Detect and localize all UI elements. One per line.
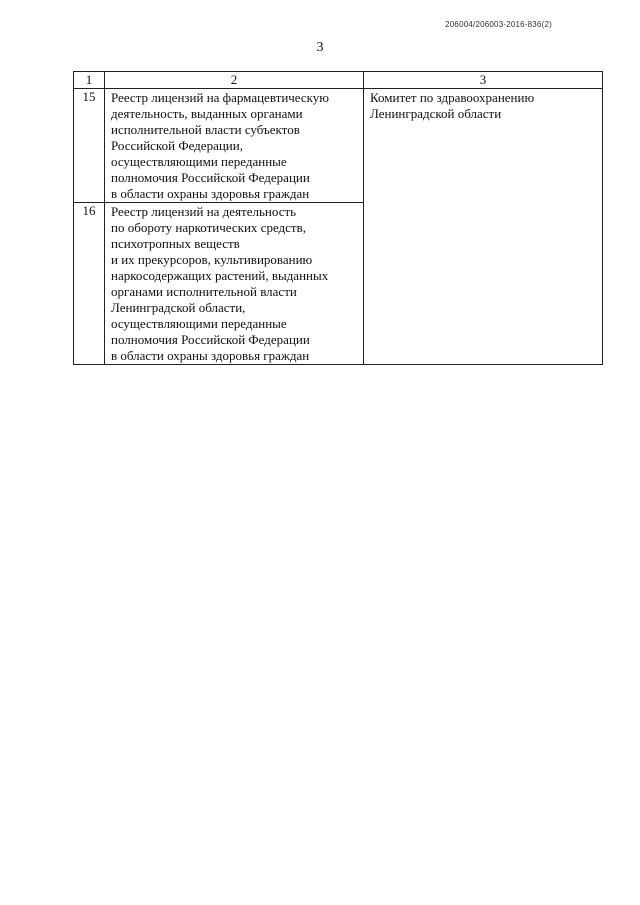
column-header-responsible-body: 3 [364, 72, 603, 89]
table-header-row [74, 72, 603, 89]
registry-table [73, 71, 603, 365]
page-number: 3 [316, 40, 324, 55]
responsible-body: Комитет по здравоохранению Ленинградской области [364, 89, 603, 365]
document-id: 206004/206003-2016-836(2) [445, 20, 552, 29]
row-number: 15 [74, 89, 105, 203]
column-header-registry-name: 2 [105, 72, 364, 89]
registry-name: Реестр лицензий на деятельность по обороту наркотических средств, психотропных веществ и их прекурсоров, культивированию наркосодержащих растений, выданных органами исполнительной власти Ленинградской области, осуществляющими переданные полномочия Российской Федерации в области охраны здоровья граждан [105, 203, 364, 365]
table-row [74, 89, 603, 203]
column-header-number: 1 [74, 72, 105, 89]
registry-name: Реестр лицензий на фармацевтическую деятельность, выданных органами исполнительной власти субъектов Российской Федерации, осуществляющими переданные полномочия Российской Федерации в области охраны здоровья граждан [105, 89, 364, 203]
row-number: 16 [74, 203, 105, 365]
